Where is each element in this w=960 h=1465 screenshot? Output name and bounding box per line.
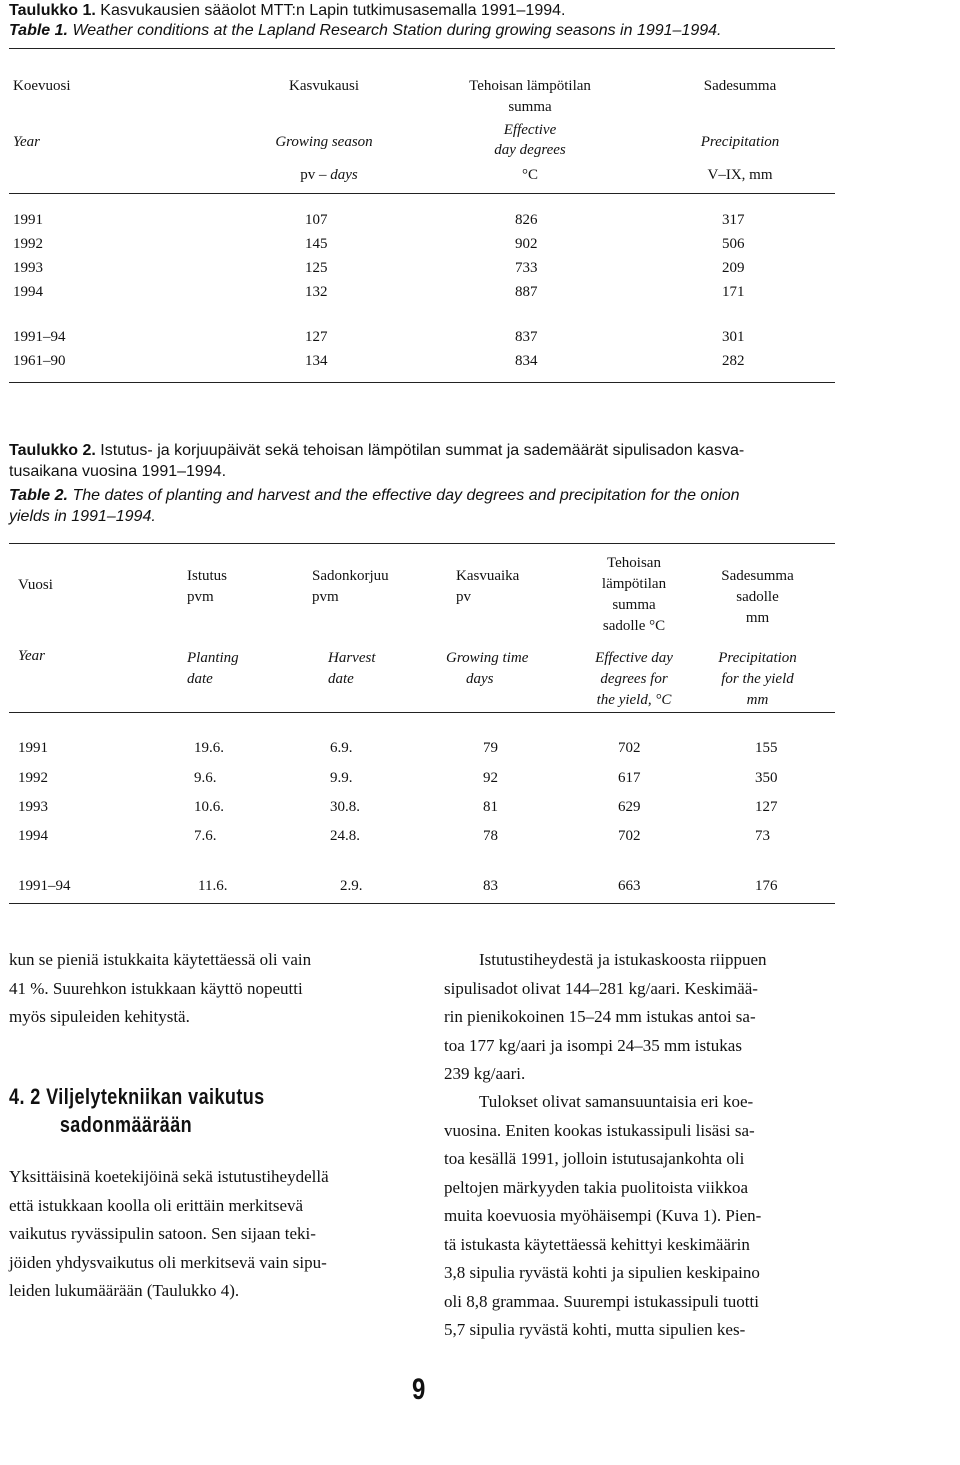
caption-text-2: yields in 1991–1994.	[9, 508, 156, 525]
text-line: sipulisadot olivat 144–281 kg/aari. Keskimää-	[444, 978, 758, 998]
cell-planting: 11.6.	[198, 878, 228, 894]
table2-header-rule	[9, 712, 835, 713]
label-en-1: Harvest	[328, 650, 376, 666]
t1-header-temp-unit: °C	[521, 167, 538, 183]
label-fi-2: pvm	[312, 589, 339, 605]
text-line: Yksittäisinä koetekijöinä sekä istutustiheydellä	[9, 1167, 329, 1186]
caption-text-1: The dates of planting and harvest and the effective day degrees and precipitation for the onion	[72, 487, 740, 504]
label-en-1: Effective day	[595, 650, 673, 666]
label-fi-1: Sadesumma	[721, 568, 794, 584]
caption-label: Taulukko 2.	[9, 442, 96, 459]
cell-harvest: 2.9.	[340, 878, 363, 894]
cell-growing: 81	[483, 799, 498, 815]
t2-header-growing-en	[446, 648, 528, 690]
cell-planting: 7.6.	[194, 828, 217, 844]
t2-header-planting-en	[187, 648, 239, 690]
t1-header-temp-fi-2: summa	[508, 99, 552, 115]
label-fi-1: Kasvuaika	[456, 568, 520, 584]
t2-header-harvest	[312, 566, 389, 608]
text-line: Tulokset olivat samansuuntaisia eri koe-	[479, 1092, 754, 1111]
cell-harvest: 9.9.	[330, 770, 353, 786]
label-fi-3: mm	[745, 610, 770, 626]
cell-temp: 733	[515, 260, 538, 276]
t2-header-temp-en	[568, 648, 700, 711]
cell-year: 1994	[13, 284, 43, 300]
t1-header-season-en: Growing season	[275, 134, 373, 150]
cell-precip: 350	[755, 770, 778, 786]
cell-season: 125	[305, 260, 328, 276]
cell-growing: 78	[483, 828, 498, 844]
cell-year: 1992	[13, 236, 43, 252]
t2-header-growing	[456, 566, 519, 608]
right-column-paragraph-1	[444, 946, 840, 1089]
cell-growing: 79	[483, 740, 498, 756]
caption-text-2: tusaikana vuosina 1991–1994.	[9, 463, 227, 480]
text-line: leiden lukumäärään (Taulukko 4).	[9, 1281, 240, 1300]
label-fi-2: pvm	[187, 589, 214, 605]
left-column-paragraph-2	[9, 1163, 401, 1306]
left-column-paragraph-1	[9, 946, 401, 1032]
text-line: 5,7 sipulia ryvästä kohti, mutta sipulien kes-	[444, 1320, 746, 1339]
heading-line-1: 4. 2 Viljelytekniikan vaikutus	[9, 1084, 265, 1109]
text-line: toa 177 kg/aari ja isompi 24–35 mm istukas	[444, 1035, 742, 1055]
table1-bottom-rule	[9, 382, 835, 383]
text-line: jöiden yhdysvaikutus oli merkitsevä vain sipu-	[9, 1252, 327, 1272]
cell-harvest: 24.8.	[330, 828, 360, 844]
cell-planting: 19.6.	[194, 740, 224, 756]
unit-days: days	[330, 167, 358, 183]
table1-caption-fi	[9, 0, 949, 21]
cell-precip: 171	[722, 284, 745, 300]
text-line: 41 %. Suurehkon istukkaan käyttö nopeutti	[9, 978, 303, 998]
cell-planting: 10.6.	[194, 799, 224, 815]
table2-bottom-rule	[9, 903, 835, 904]
cell-precip: 209	[722, 260, 745, 276]
label-en-2: days	[466, 671, 494, 687]
table1-top-rule	[9, 48, 835, 49]
table1-header-rule	[9, 193, 835, 194]
cell-precip: 301	[722, 329, 745, 345]
caption-label: Taulukko 1.	[9, 2, 96, 19]
section-heading	[9, 1083, 370, 1139]
cell-year: 1991	[18, 740, 48, 756]
cell-year: 1993	[13, 260, 43, 276]
label-en-2: date	[328, 671, 354, 687]
label-fi-1: Istutus	[187, 568, 228, 584]
cell-precip: 155	[755, 740, 778, 756]
label-en-1: Planting	[187, 650, 239, 666]
t1-header-year-fi: Koevuosi	[13, 78, 71, 94]
t1-header-precip-fi: Sadesumma	[703, 78, 777, 94]
cell-precip: 282	[722, 353, 745, 369]
text-line: oli 8,8 grammaa. Suurempi istukassipuli tuotti	[444, 1291, 759, 1311]
cell-harvest: 6.9.	[330, 740, 353, 756]
table1-caption-en	[9, 20, 949, 41]
label-en-2: degrees for	[600, 671, 668, 687]
caption-label: Table 2.	[9, 487, 68, 504]
text-line: myös sipuleiden kehitystä.	[9, 1007, 190, 1026]
text-line: toa kesällä 1991, jolloin istutusajankohta oli	[444, 1149, 745, 1168]
label-en-3: mm	[746, 692, 769, 708]
text-line: vaikutus ryvässipulin satoon. Sen sijaan teki-	[9, 1224, 316, 1243]
t1-header-temp-en-1: Effective	[503, 122, 557, 138]
caption-text: Weather conditions at the Lapland Research Station during growing seasons in 1991–1994.	[72, 22, 722, 39]
t1-header-precip-en: Precipitation	[700, 134, 780, 150]
t1-header-year-en: Year	[13, 134, 40, 150]
t2-header-planting	[187, 566, 227, 608]
cell-year: 1992	[18, 770, 48, 786]
cell-precip: 506	[722, 236, 745, 252]
cell-temp: 663	[618, 878, 641, 894]
cell-temp: 702	[618, 740, 641, 756]
cell-temp: 826	[515, 212, 538, 228]
cell-season: 107	[305, 212, 328, 228]
cell-year: 1991	[13, 212, 43, 228]
label-en-2: date	[187, 671, 213, 687]
text-line: Istutustiheydestä ja istukaskoosta riippuen	[479, 950, 767, 969]
caption-label: Table 1.	[9, 22, 68, 39]
heading-line-2: sadonmäärään	[59, 1112, 193, 1137]
cell-growing: 83	[483, 878, 498, 894]
cell-temp: 837	[515, 329, 538, 345]
text-line: peltojen märkyyden takia puolitoista viikkoa	[444, 1177, 749, 1197]
cell-harvest: 30.8.	[330, 799, 360, 815]
label-en-3: the yield, °C	[596, 692, 672, 708]
cell-season: 134	[305, 353, 328, 369]
cell-temp: 617	[618, 770, 641, 786]
text-line: rin pienikokoinen 15–24 mm istukas antoi sa-	[444, 1007, 756, 1026]
table2-caption-en	[9, 485, 849, 527]
t1-header-season-fi: Kasvukausi	[289, 78, 359, 94]
cell-temp: 887	[515, 284, 538, 300]
cell-precip: 176	[755, 878, 778, 894]
cell-year: 1991–94	[18, 878, 71, 894]
t2-header-year-fi: Vuosi	[18, 577, 53, 593]
page-number: 9	[412, 1373, 426, 1406]
label-fi-1: Sadonkorjuu	[312, 568, 389, 584]
cell-planting: 9.6.	[194, 770, 217, 786]
unit-prefix: pv –	[300, 167, 331, 183]
label-fi-2: lämpötilan	[601, 576, 667, 592]
t1-header-season-unit	[244, 167, 414, 184]
t2-header-precip	[700, 566, 815, 629]
cell-precip: 127	[755, 799, 778, 815]
cell-growing: 92	[483, 770, 498, 786]
label-en-1: Precipitation	[718, 650, 797, 666]
text-line: vuosina. Eniten kookas istukassipuli lisäsi sa-	[444, 1120, 755, 1140]
t2-header-temp	[568, 553, 700, 637]
cell-season: 132	[305, 284, 328, 300]
label-en-1: Growing time	[446, 650, 529, 666]
label-fi-3: summa	[612, 597, 656, 613]
t1-header-temp-fi-1: Tehoisan lämpötilan	[469, 78, 591, 94]
text-line: 3,8 sipulia ryvästä kohti ja sipulien keskipaino	[444, 1263, 760, 1282]
label-fi-2: pv	[456, 589, 471, 605]
cell-precip: 73	[755, 828, 770, 844]
cell-precip: 317	[722, 212, 745, 228]
label-fi-2: sadolle	[736, 589, 779, 605]
text-line: että istukkaan koolla oli erittäin merkitsevä	[9, 1195, 304, 1215]
cell-temp: 629	[618, 799, 641, 815]
label-fi-1: Tehoisan	[607, 555, 661, 571]
text-line: muita koevuosia myöhäisempi (Kuva 1). Pien-	[444, 1206, 762, 1225]
text-line: kun se pieniä istukkaita käytettäessä oli vain	[9, 950, 312, 969]
t1-header-temp-en-2: day degrees	[494, 142, 566, 158]
cell-season: 145	[305, 236, 328, 252]
label-fi-4: sadolle °C	[602, 618, 666, 634]
text-line: tä istukasta käytettäessä kehittyi keskimäärin	[444, 1234, 750, 1254]
cell-year: 1961–90	[13, 353, 66, 369]
right-column-paragraph-2	[444, 1088, 840, 1345]
table2-caption-fi	[9, 440, 849, 482]
cell-year: 1991–94	[13, 329, 66, 345]
t2-header-year-en: Year	[18, 648, 45, 664]
caption-text: Kasvukausien sääolot MTT:n Lapin tutkimusasemalla 1991–1994.	[100, 2, 566, 19]
cell-year: 1994	[18, 828, 48, 844]
cell-year: 1993	[18, 799, 48, 815]
t1-header-precip-unit: V–IX, mm	[707, 167, 773, 183]
cell-season: 127	[305, 329, 328, 345]
label-en-2: for the yield	[721, 671, 794, 687]
t2-header-harvest-en	[328, 648, 376, 690]
table2-top-rule	[9, 543, 835, 544]
cell-temp: 902	[515, 236, 538, 252]
caption-text-1: Istutus- ja korjuupäivät sekä tehoisan lämpötilan summat ja sademäärät sipulisadon kasva-	[100, 442, 745, 459]
cell-temp: 834	[515, 353, 538, 369]
t2-header-precip-en	[700, 648, 815, 711]
text-line: 239 kg/aari.	[444, 1064, 526, 1083]
cell-temp: 702	[618, 828, 641, 844]
